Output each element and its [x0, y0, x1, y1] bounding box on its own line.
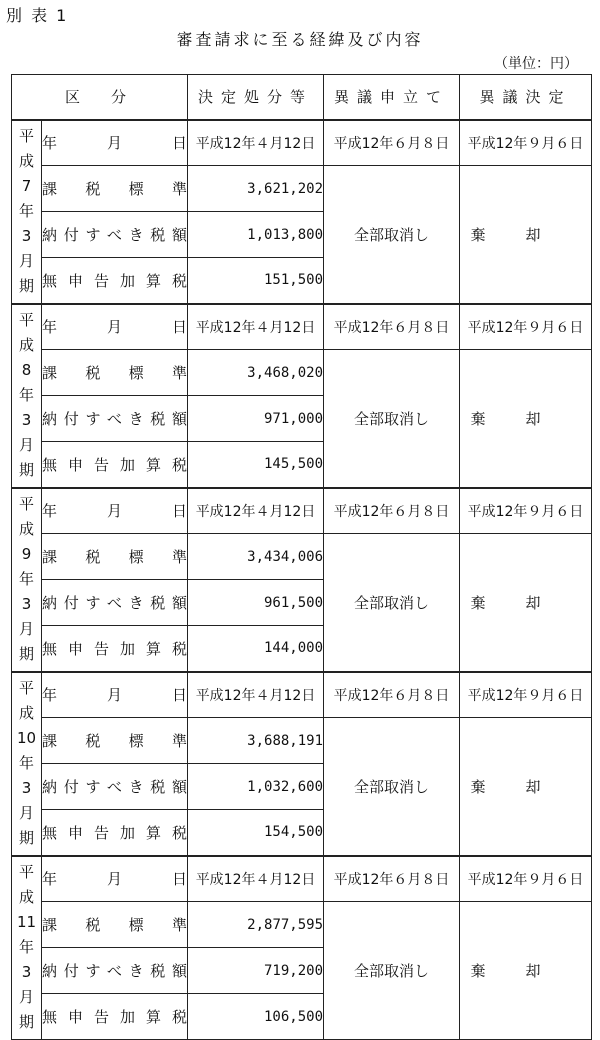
period-label-char: 月 [18, 988, 34, 1007]
disposition-date: 平成12年４月12日 [188, 488, 324, 534]
table-row [12, 304, 592, 350]
row-label: 納付すべき税額 [42, 212, 188, 258]
disposition-date: 平成12年４月12日 [188, 304, 324, 350]
period-label-char: 年 [18, 386, 34, 404]
period-label-char: 平 [18, 127, 34, 145]
period-label-char: 年 [18, 754, 34, 772]
objection-date: 平成12年６月８日 [324, 120, 460, 166]
disposition-date: 平成12年４月12日 [188, 120, 324, 166]
period-label-char: 年 [18, 570, 34, 588]
disposition-amount: 971,000 [188, 396, 324, 442]
period-group [12, 120, 592, 304]
period-label-char: 月 [18, 804, 34, 822]
period-label-char: 3 [21, 963, 32, 982]
period-group [12, 488, 592, 672]
period-label-char: 平 [18, 311, 34, 329]
period-label-char: 10 [16, 729, 37, 747]
review-history-table [11, 74, 592, 1040]
period-label-char: 3 [21, 779, 32, 797]
row-label: 納付すべき税額 [42, 764, 188, 810]
period-label-char: 成 [18, 704, 34, 722]
decision-content: 棄却 [460, 534, 592, 672]
row-label: 無申告加算税 [42, 258, 188, 304]
period-label-char: 11 [16, 913, 37, 932]
period-label-char: 8 [21, 361, 32, 379]
period-label-char: 成 [18, 152, 34, 170]
table-row [12, 672, 592, 718]
row-label: 無申告加算税 [42, 442, 188, 488]
table-row [12, 534, 592, 580]
period-label-char: 成 [18, 520, 34, 538]
decision-content: 棄却 [460, 902, 592, 1040]
disposition-amount: 106,500 [188, 994, 324, 1040]
period-label-char: 平 [18, 495, 34, 513]
disposition-amount: 719,200 [188, 948, 324, 994]
period-label [12, 488, 42, 672]
objection-date: 平成12年６月８日 [324, 856, 460, 902]
period-label-char: 3 [21, 227, 32, 245]
disposition-amount: 3,621,202 [188, 166, 324, 212]
period-label-char: 年 [18, 938, 34, 957]
period-label-char: 期 [18, 829, 34, 847]
row-label: 年月日 [42, 856, 188, 902]
disposition-amount: 3,468,020 [188, 350, 324, 396]
period-group [12, 856, 592, 1040]
row-label: 課税標準 [42, 350, 188, 396]
disposition-amount: 1,013,800 [188, 212, 324, 258]
period-label-char: 成 [18, 336, 34, 354]
period-label [12, 120, 42, 304]
row-label: 課税標準 [42, 166, 188, 212]
header-category: 区 分 [12, 75, 188, 120]
row-label: 年月日 [42, 672, 188, 718]
period-label-char: 月 [18, 252, 34, 270]
disposition-amount: 961,500 [188, 580, 324, 626]
objection-content: 全部取消し [324, 350, 460, 488]
period-label-char: 期 [18, 277, 34, 295]
period-label-char: 3 [21, 595, 32, 613]
table-row [12, 902, 592, 948]
table-row [12, 350, 592, 396]
disposition-date: 平成12年４月12日 [188, 856, 324, 902]
period-label-char: 成 [18, 888, 34, 907]
period-label-char: 期 [18, 1013, 34, 1032]
table-row [12, 718, 592, 764]
period-label-char: 年 [18, 202, 34, 220]
header-objection: 異議申立て [324, 75, 460, 120]
table-row [12, 856, 592, 902]
period-group [12, 304, 592, 488]
period-label-char: 7 [21, 177, 32, 195]
period-label-char: 平 [18, 679, 34, 697]
decision-date: 平成12年９月６日 [460, 304, 592, 350]
header-decision: 異議決定 [460, 75, 592, 120]
row-label: 年月日 [42, 488, 188, 534]
document-title: 審査請求に至る経緯及び内容 [176, 30, 424, 49]
row-label: 無申告加算税 [42, 626, 188, 672]
row-label: 年月日 [42, 304, 188, 350]
decision-content: 棄却 [460, 350, 592, 488]
disposition-amount: 151,500 [188, 258, 324, 304]
decision-date: 平成12年９月６日 [460, 120, 592, 166]
period-label [12, 304, 42, 488]
table-row [12, 120, 592, 166]
row-label: 課税標準 [42, 902, 188, 948]
period-label-char: 期 [18, 645, 34, 663]
objection-date: 平成12年６月８日 [324, 672, 460, 718]
unit-note: （単位：円） [494, 56, 578, 72]
row-label: 無申告加算税 [42, 810, 188, 856]
objection-content: 全部取消し [324, 166, 460, 304]
decision-content: 棄却 [460, 718, 592, 856]
disposition-amount: 3,688,191 [188, 718, 324, 764]
objection-date: 平成12年６月８日 [324, 488, 460, 534]
period-label-char: 月 [18, 436, 34, 454]
decision-date: 平成12年９月６日 [460, 672, 592, 718]
objection-content: 全部取消し [324, 534, 460, 672]
disposition-amount: 145,500 [188, 442, 324, 488]
row-label: 納付すべき税額 [42, 948, 188, 994]
decision-content: 棄却 [460, 166, 592, 304]
disposition-date: 平成12年４月12日 [188, 672, 324, 718]
period-label-char: 9 [21, 545, 32, 563]
header-row [12, 75, 592, 120]
period-label-char: 月 [18, 620, 34, 638]
row-label: 無申告加算税 [42, 994, 188, 1040]
period-label-char: 期 [18, 461, 34, 479]
row-label: 年月日 [42, 120, 188, 166]
period-label-char: 3 [21, 411, 32, 429]
row-label: 納付すべき税額 [42, 396, 188, 442]
disposition-amount: 2,877,595 [188, 902, 324, 948]
disposition-amount: 144,000 [188, 626, 324, 672]
period-label-char: 平 [18, 863, 34, 882]
disposition-amount: 3,434,006 [188, 534, 324, 580]
header-disposition: 決定処分等 [188, 75, 324, 120]
table-row [12, 166, 592, 212]
disposition-amount: 1,032,600 [188, 764, 324, 810]
row-label: 課税標準 [42, 718, 188, 764]
objection-date: 平成12年６月８日 [324, 304, 460, 350]
objection-content: 全部取消し [324, 718, 460, 856]
objection-content: 全部取消し [324, 902, 460, 1040]
disposition-amount: 154,500 [188, 810, 324, 856]
period-group [12, 672, 592, 856]
decision-date: 平成12年９月６日 [460, 488, 592, 534]
decision-date: 平成12年９月６日 [460, 856, 592, 902]
row-label: 課税標準 [42, 534, 188, 580]
table-row [12, 488, 592, 534]
row-label: 納付すべき税額 [42, 580, 188, 626]
period-label [12, 856, 42, 1040]
period-label [12, 672, 42, 856]
attachment-label: 別 表 1 [6, 6, 69, 25]
